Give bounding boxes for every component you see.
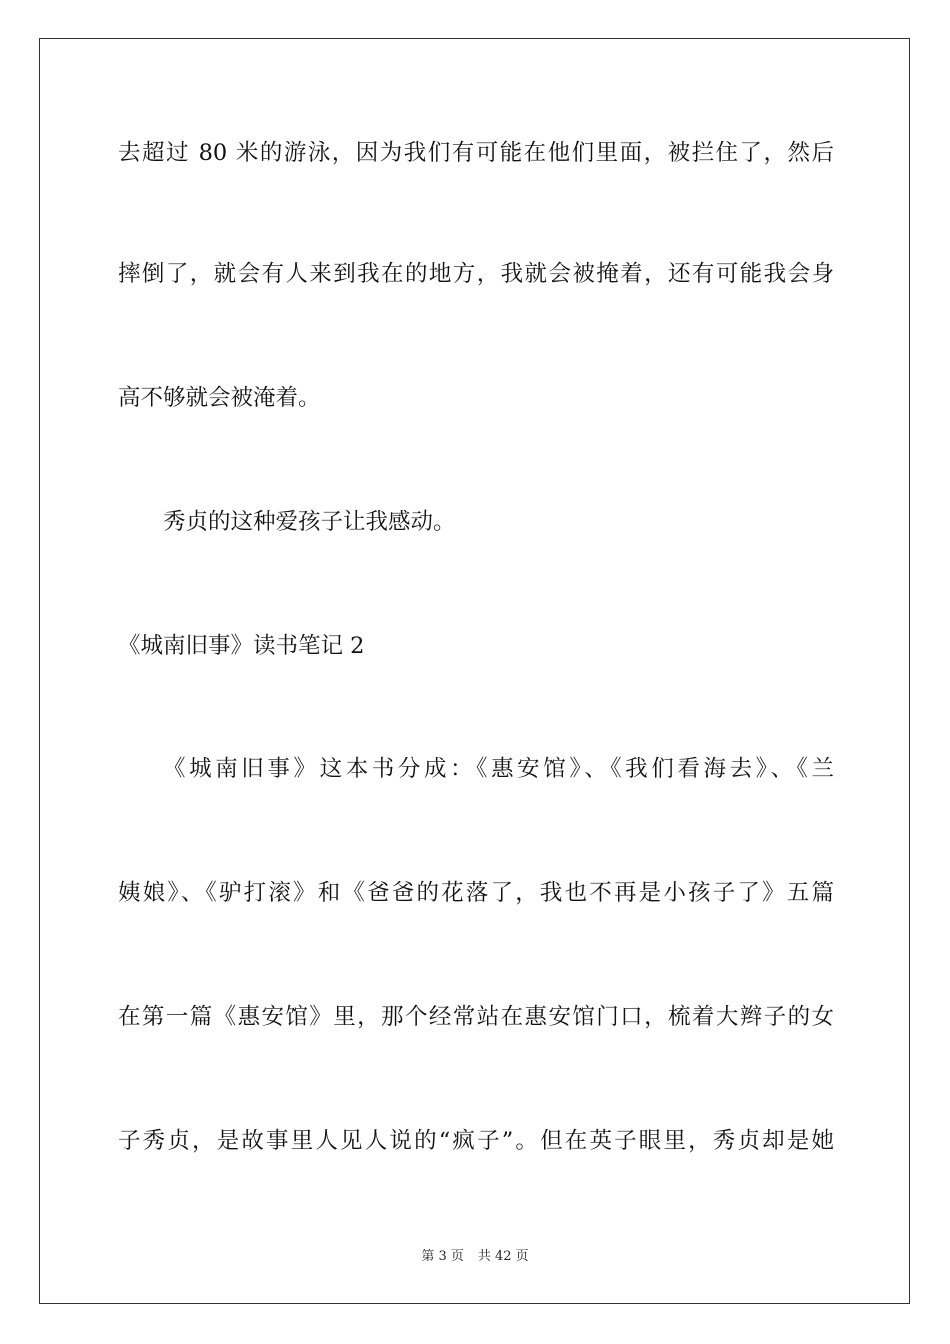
page-number: 第 3 页 [421,1249,464,1264]
page-border [39,38,910,1304]
text-line-9: 子秀贞，是故事里人见人说的“疯子”。但在英子眼里，秀贞却是她 [118,1128,834,1154]
text-line-6: 《城南旧事》这本书分成：《惠安馆》、《我们看海去》、《兰 [163,756,834,782]
page-footer [0,1248,950,1266]
text-line-4: 秀贞的这种爱孩子让我感动。 [163,509,456,535]
text-line-8: 在第一篇《惠安馆》里，那个经常站在惠安馆门口，梳着大辫子的女 [118,1004,834,1030]
text-line-2: 摔倒了，就会有人来到我在的地方，我就会被掩着，还有可能我会身 [118,261,834,287]
page-total: 共 42 页 [477,1249,529,1264]
text-line-1: 去超过 80 米的游泳，因为我们有可能在他们里面，被拦住了，然后 [118,140,834,166]
text-line-7: 姨娘》、《驴打滚》和《爸爸的花落了，我也不再是小孩子了》五篇 [118,880,834,906]
text-line-3: 高不够就会被淹着。 [118,385,321,411]
section-heading: 《城南旧事》读书笔记 2 [118,633,365,659]
